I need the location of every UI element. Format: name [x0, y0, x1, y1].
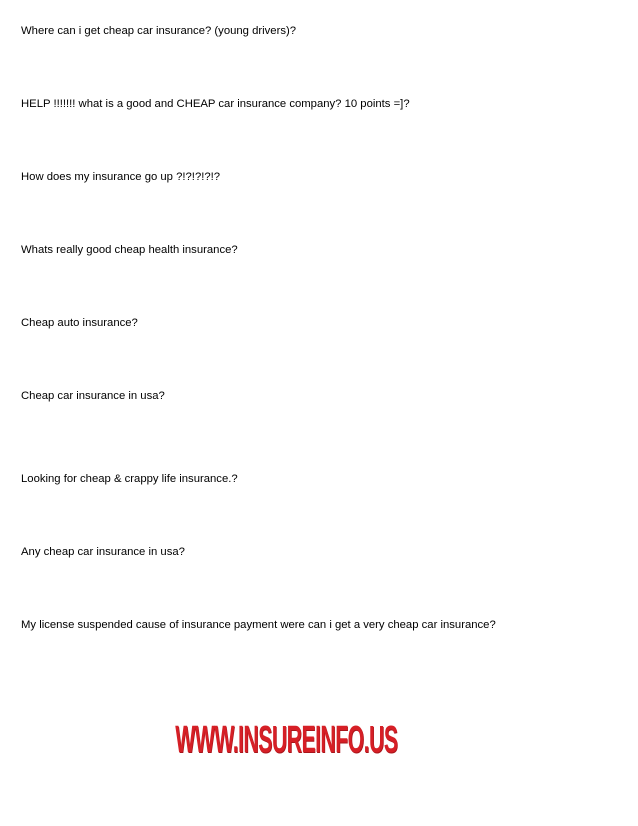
- question-text: Looking for cheap & crappy life insurance.?: [21, 473, 238, 485]
- question-text: Whats really good cheap health insurance?: [21, 244, 238, 256]
- site-url-logo: [150, 716, 422, 764]
- question-text: Cheap car insurance in usa?: [21, 390, 165, 402]
- question-text: Any cheap car insurance in usa?: [21, 546, 185, 558]
- question-text: Cheap auto insurance?: [21, 317, 138, 329]
- site-url-text: WWW.INSUREINFO.US: [174, 719, 398, 761]
- question-text: My license suspended cause of insurance payment were can i get a very cheap car insurance?: [21, 619, 496, 631]
- question-text: Where can i get cheap car insurance? (young drivers)?: [21, 25, 297, 37]
- question-text: How does my insurance go up ?!?!?!?!?: [21, 171, 221, 183]
- question-text: HELP !!!!!!! what is a good and CHEAP car insurance company? 10 points =]?: [21, 98, 410, 110]
